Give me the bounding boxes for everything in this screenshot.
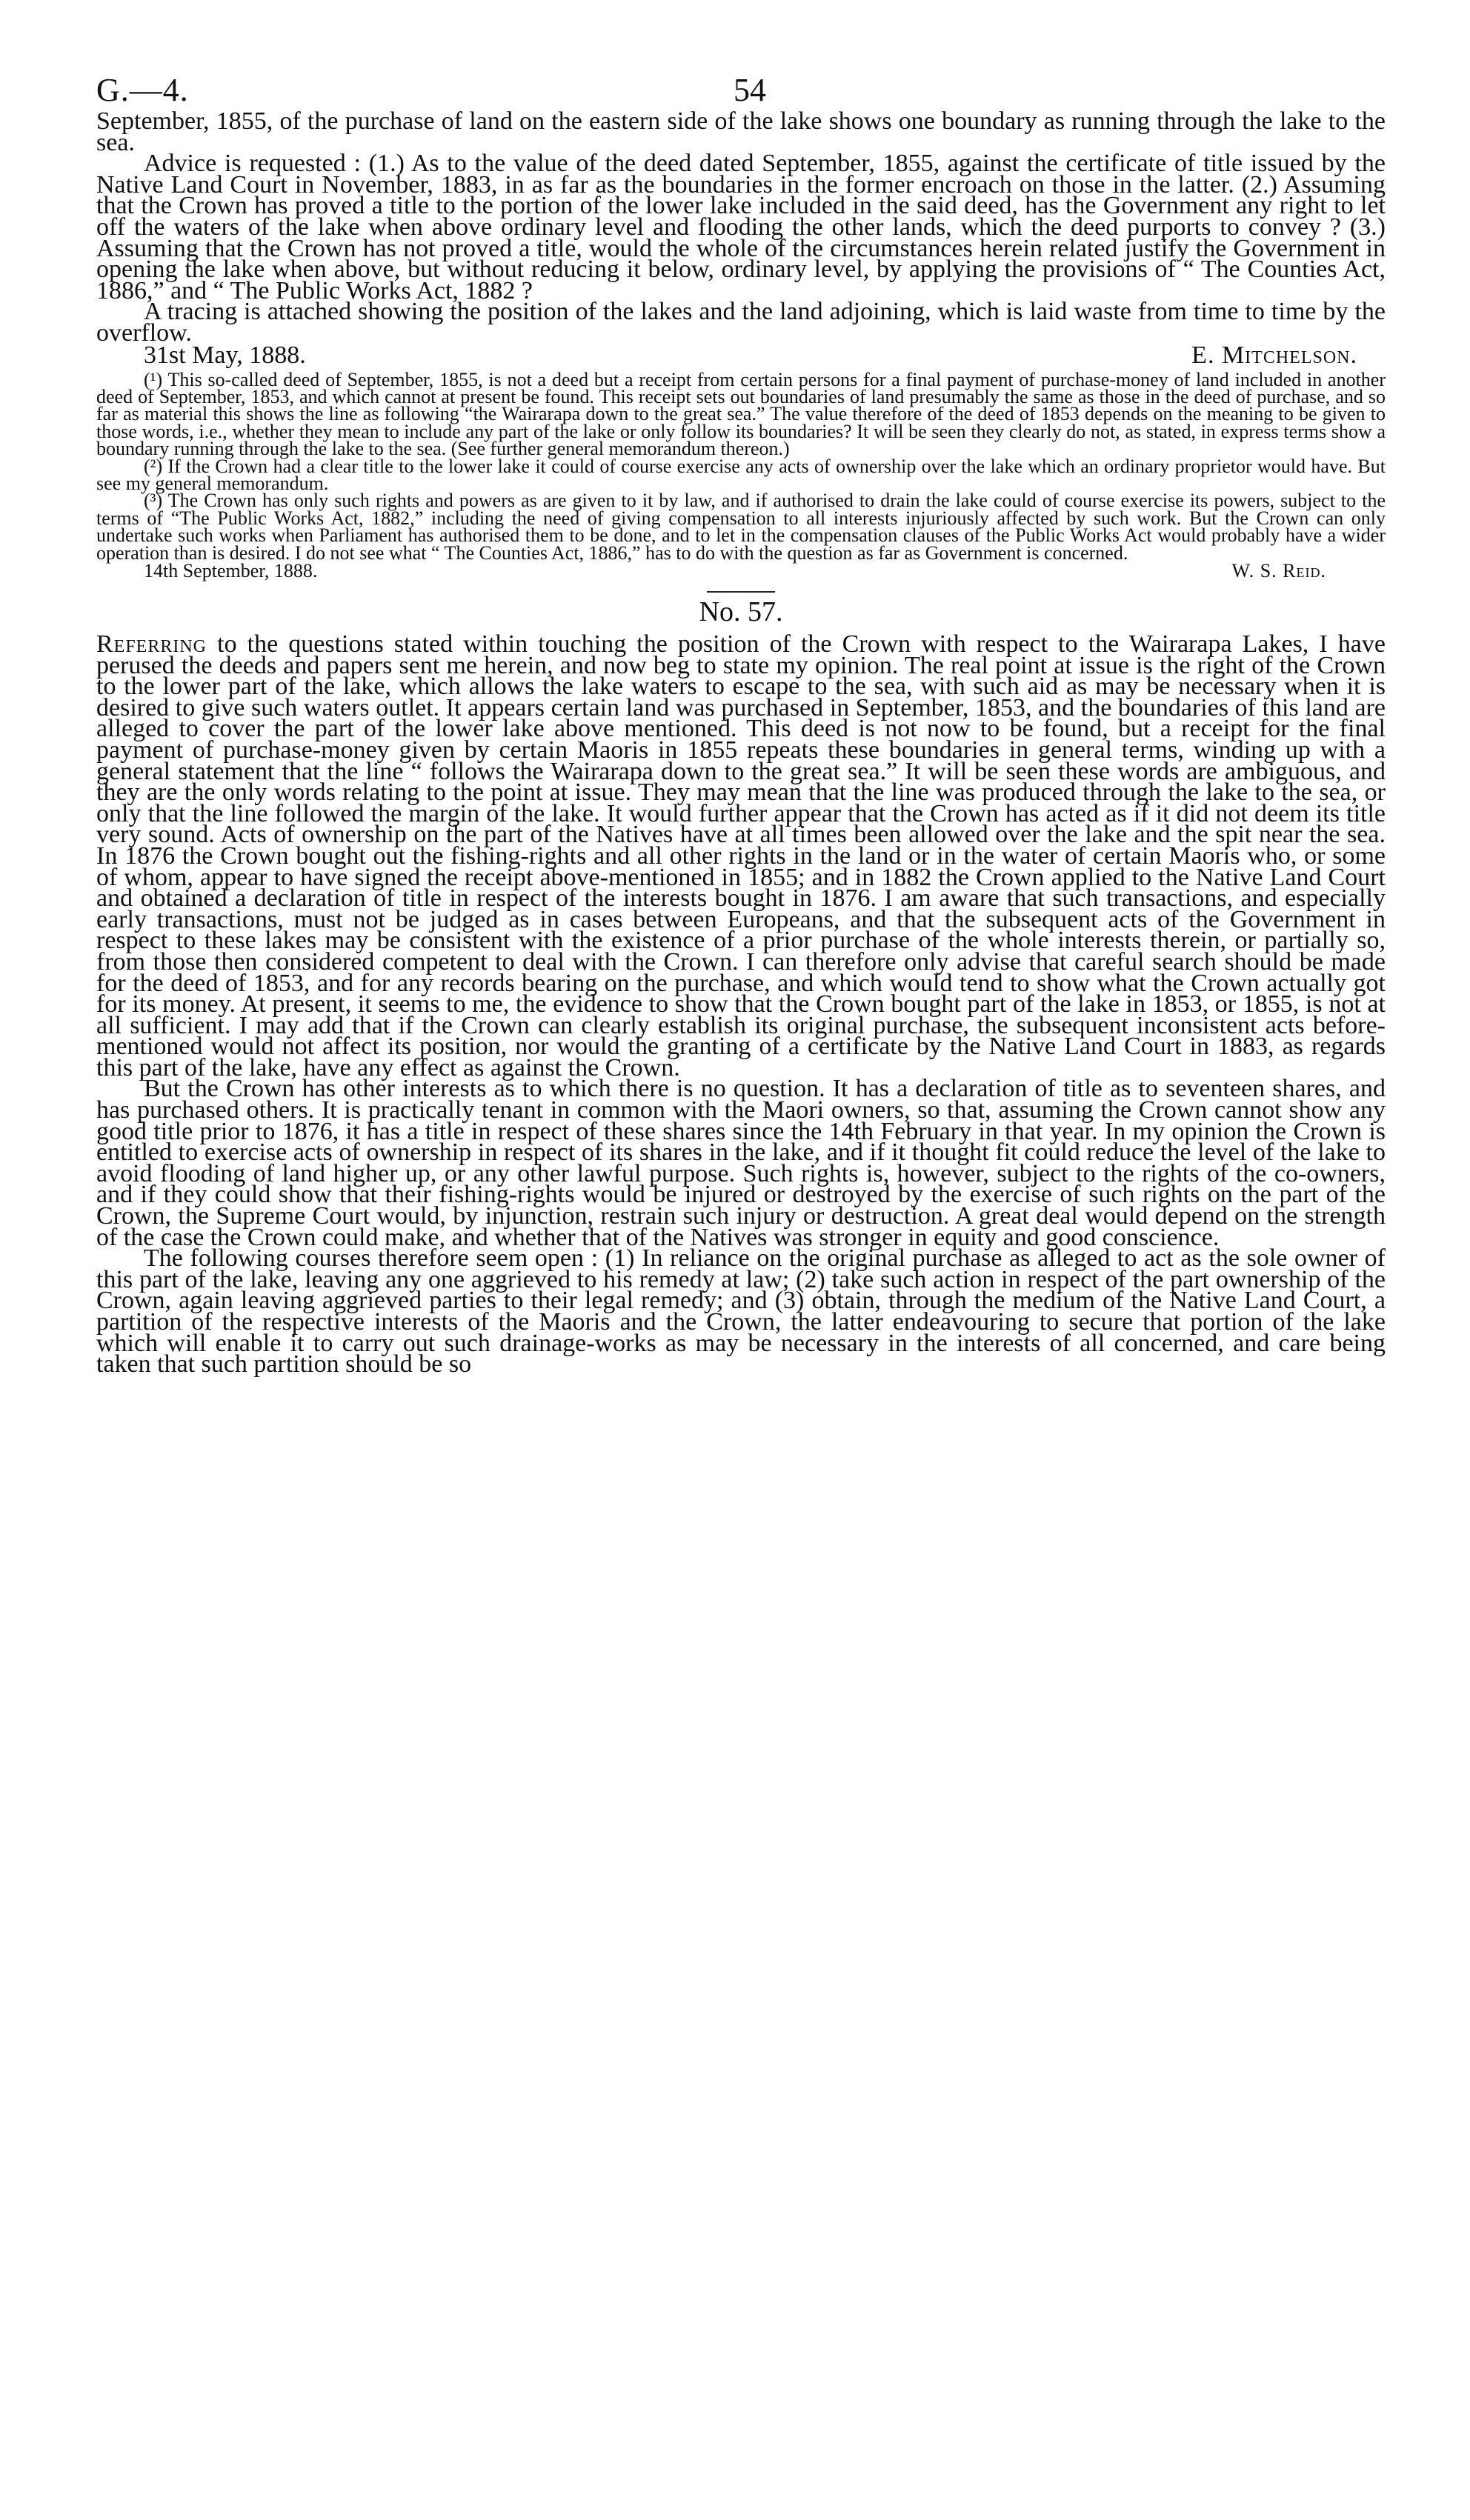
opinion-paragraph-3: The following courses therefore seem open : (1) In reliance on the original purchase as alleged to act as the sole owner of this part of the lake, leaving any one aggrieved to his remedy at law; (2) take such action in respect of the part ownership of the Crown, again leaving aggrieved parties to their legal remedy; and (3) obtain, through the medium of the Native Land Court, a partition of the respective interests of the Maoris and the Crown, the latter endeavouring to secure that portion of the lake which will enable it to carry out such drainage-works as may be necessary in the interests of all concerned, and care being taken that such partition should be so	[96, 1244, 1386, 1379]
document-page	[96, 52, 1386, 1379]
memo-paragraph-tracing: A tracing is attached showing the position of the lakes and the land adjoining, which is laid waste from time to time by the overflow.	[96, 298, 1386, 347]
opinion-paragraph-2: But the Crown has other interests as to which there is no question. It has a declaration of title as to seventeen shares, and has purchased others. It is practically tenant in common with the Maori owners, so that, assuming the Crown cannot show any good title prior to 1876, it has a title in respect of these shares since the 14th February in that year. In my opinion the Crown is entitled to exercise acts of ownership in respect of its shares in the lake, and if it thought fit could reduce the level of the lake to avoid flooding of land higher up, or any other lawful purpose. Such rights is, however, subject to the rights of the co-owners, and if they could show that their fishing-rights would be injured or destroyed by the exercise of such rights on the part of the Crown, the Supreme Court would, by injunction, restrain such injury or destruction. A great deal would depend on the strength of the case the Crown could make, and whether that of the Natives was stronger in equity and good conscience.	[96, 1075, 1386, 1251]
memo-paragraph-continuation: September, 1855, of the purchase of land on the eastern side of the lake shows one boundary as running through the lake to the sea.	[96, 107, 1386, 156]
annotation-note-2: (²) If the Crown had a clear title to the lower lake it could of course exercise any acts of ownership over the lake which an ordinary proprietor would have. But see my general memorandum.	[96, 455, 1386, 494]
memo-signature-line	[96, 341, 1386, 369]
annotation-note-1: (¹) This so-called deed of September, 1855, is not a deed but a receipt from certain persons for a final payment of purchase-money of land included in another deed of September, 1853, and which cannot at present be found. This receipt sets out boundaries of land presumably the same as those in the deed of purchase, and so far as material this shows the line as following “the Wairarapa down to the great sea.” The value therefore of the deed of 1853 depends on the meaning to be given to those words, i.e., whether they mean to include any part of the lake or only follow its boundaries? It will be seen they clearly do not, as stated, in express terms show a boundary running through the lake to the sea. (See further general memorandum thereon.)	[96, 368, 1386, 460]
memo-date: 31st May, 1888.	[144, 341, 306, 369]
section-divider	[707, 591, 775, 593]
annotations-reid	[96, 368, 1386, 581]
document-number: No. 57.	[699, 596, 783, 627]
annotation-signature-line	[96, 561, 1386, 581]
memorandum-mitchelson	[96, 107, 1386, 369]
opinion-lead-word: Referring	[96, 630, 207, 658]
annotation-signature: W. S. Reid.	[1231, 560, 1326, 581]
opinion-no-57	[96, 630, 1386, 1379]
annotation-date: 14th September, 1888.	[144, 560, 318, 581]
annotation-note-3: (³) The Crown has only such rights and powers as are given to it by law, and if authorised to drain the lake could of course exercise its powers, subject to the terms of “The Public Works Act, 1882,” including the need of giving compensation to all interests injuriously affected by such work. But the Crown can only undertake such works when Parliament has authorised them to be done, and to let in the compensation clauses of the Public Works Act would probably have a wider operation than is desired. I do not see what “ The Counties Act, 1886,” has to do with the question as far as Government is concerned.	[96, 490, 1386, 564]
document-code: G.—4.	[96, 72, 189, 108]
opinion-paragraph-1	[96, 630, 1386, 1081]
memo-signature: E. Mitchelson.	[1191, 341, 1357, 369]
page-header	[96, 52, 1386, 111]
opinion-paragraph-1-text: to the questions stated within touching the position of the Crown with respect to the Wairarapa Lakes, I have perused the deeds and papers sent me herein, and now beg to state my opinion. The real point at issue is the right of the Crown to the lower part of the lake, which allows the lake waters to escape to the sea, with such aid as may be necessary when it is desired to give such waters outlet. It appears certain land was purchased in September, 1853, and the boundaries of this land are alleged to cover the part of the lower lake above mentioned. This deed is not now to be found, but a receipt for the final payment of purchase-money given by certain Maoris in 1855 repeats these boundaries in general terms, winding up with a general statement that the line “ follows the Wairarapa down to the great sea.” It will be seen these words are ambiguous, and they are the only words relating to the point at issue. They may mean that the line was produced through the lake to the sea, or only that the line followed the margin of the lake. It would further appear that the Crown has acted as if it did not deem its title very sound. Acts of ownership on the part of the Natives have at all times been allowed over the lake and the spit near the sea. In 1876 the Crown bought out the fishing-rights and all other rights in the land or in the water of certain Maoris who, or some of whom, appear to have signed the receipt above-mentioned in 1855; and in 1882 the Crown applied to the Native Land Court and obtained a declaration of title in respect of the interests bought in 1876. I am aware that such transactions, and especially early transactions, must not be judged as in cases between Europeans, and that the subsequent acts of the Government in respect to these lakes may be consistent with the existence of a prior purchase of the whole interests therein, or partially so, from those then considered competent to deal with the Crown. I can therefore only advise that careful search should be made for the deed of 1853, and for any records bearing on the purchase, and which would tend to show what the Crown actually got for its money. At present, it seems to me, the evidence to show that the Crown bought part of the lake in 1853, or 1855, is not at all sufficient. I may add that if the Crown can clearly establish its original purchase, the subsequent inconsistent acts before-mentioned would not affect its position, nor would the granting of a certificate by the Native Land Court in 1883, as regards this part of the lake, have any effect as against the Crown.	[96, 630, 1386, 1081]
page-number: 54	[734, 72, 766, 108]
memo-paragraph-advice: Advice is requested : (1.) As to the value of the deed dated September, 1855, against the certificate of title issued by the Native Land Court in November, 1883, in as far as the boundaries in the former encroach on those in the latter. (2.) Assuming that the Crown has proved a title to the portion of the lower lake included in the said deed, has the Government any right to let off the waters of the lake when above ordinary level and flooding the other lands, which the deed purports to convey ? (3.) Assuming that the Crown has not proved a title, would the whole of the circumstances herein related justify the Government in opening the lake when above, but without reducing it below, ordinary level, by applying the provisions of “ The Counties Act, 1886,” and “ The Public Works Act, 1882 ?	[96, 150, 1386, 304]
